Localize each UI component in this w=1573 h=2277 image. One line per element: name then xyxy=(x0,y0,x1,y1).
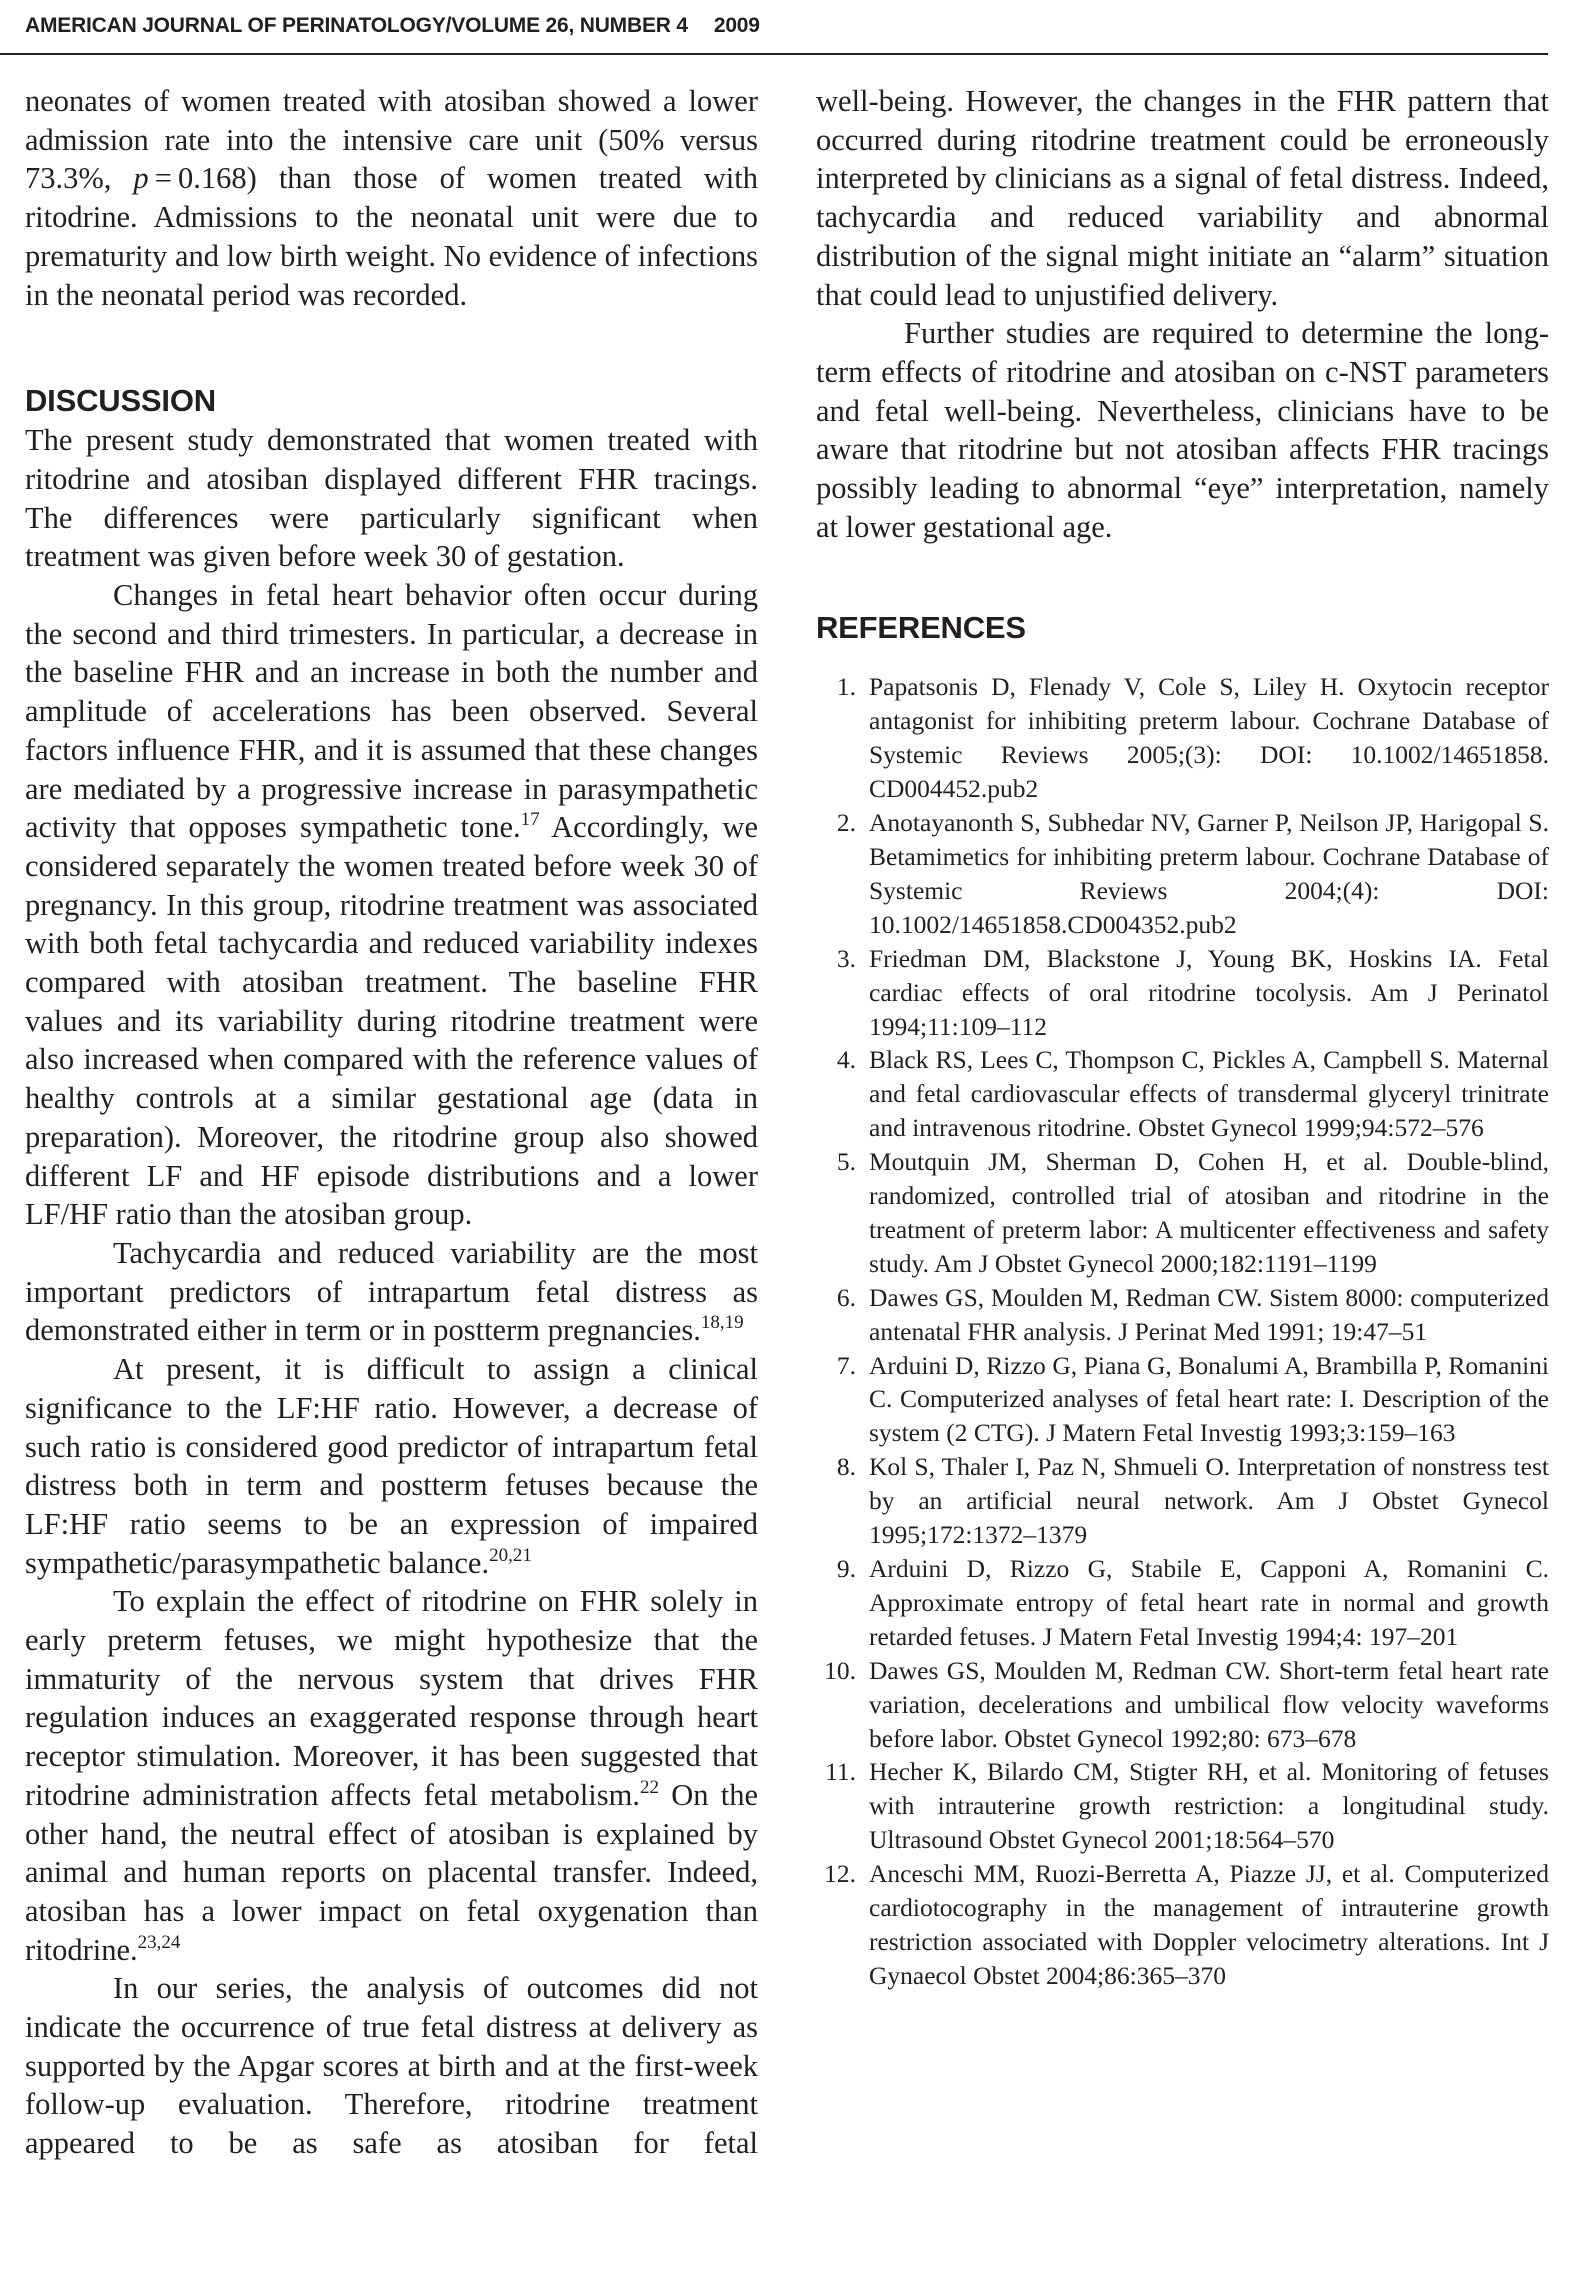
paragraph-text: The present study demonstrated that women treated with ritodrine and atosiban displayed different FHR tracings. The differences were particularly significant when treatment was given before week 30 of gestation. xyxy=(25,423,758,574)
paragraph-text: On the other hand, the neutral effect of atosiban is explained by animal and human reports on placental transfer. Indeed, atosiban has a lower impact on fetal oxygenation than ritodrine. xyxy=(25,1777,758,1967)
citation-superscript: 23,24 xyxy=(137,1931,181,1953)
reference-item xyxy=(816,806,1549,942)
reference-number: 1. xyxy=(836,672,856,702)
reference-number: 10. xyxy=(824,1655,856,1685)
paragraph-text: Tachycardia and reduced variability are the most important predictors of intrapartum fetal distress as demonstrated either in term or in postterm pregnancies. xyxy=(25,1235,758,1348)
discussion-paragraph xyxy=(25,1969,758,2163)
results-text-part1: neonates of women treated with atosiban showed a lower admission rate into the intensive care unit (50% versus 73.3%, xyxy=(25,84,758,196)
citation-superscript: 17 xyxy=(520,809,540,831)
reference-number: 2. xyxy=(836,808,856,838)
discussion-paragraph xyxy=(25,1582,758,1969)
reference-number: 9. xyxy=(836,1554,856,1583)
reference-text: Kol S, Thaler I, Paz N, Shmueli O. Interpretation of nonstress test by an artificial neural network. Am J Obstet Gynecol 1995;172:1372–1379 xyxy=(869,1452,1549,1550)
reference-item xyxy=(816,942,1549,1044)
reference-number: 4. xyxy=(836,1045,856,1075)
reference-number: 7. xyxy=(836,1350,856,1380)
citation-superscript: 20,21 xyxy=(489,1544,532,1566)
citation-superscript: 18,19 xyxy=(700,1312,744,1334)
left-column xyxy=(25,82,758,2163)
results-text-part2: = 0.168) than those of women treated with ritodrine. Admissions to the neonatal unit were due to prematurity and low birth weight. No evidence of infections in the neonatal period was recorded. xyxy=(25,161,758,312)
reference-item xyxy=(816,1043,1549,1145)
reference-text: Anceschi MM, Ruozi-Berretta A, Piazze JJ, et al. Computerized cardiotocography in the management of intrauterine growth restriction associated with Doppler velocimetry alterations. Int J Gynaecol Obstet 2004;86:365–370 xyxy=(869,1859,1549,1990)
discussion-paragraph xyxy=(816,82,1549,314)
reference-number: 6. xyxy=(836,1282,856,1312)
references-heading: REFERENCES xyxy=(816,610,1026,646)
discussion-paragraph xyxy=(816,314,1549,546)
journal-title: AMERICAN JOURNAL OF PERINATOLOGY/VOLUME 26, NUMBER 4 xyxy=(25,14,688,37)
reference-item xyxy=(816,1145,1549,1281)
journal-year: 2009 xyxy=(713,14,760,37)
discussion-paragraph xyxy=(25,1234,758,1350)
running-header xyxy=(25,14,1548,38)
p-value-symbol: p xyxy=(133,161,149,196)
paragraph-text: In our series, the analysis of outcomes did not indicate the occurrence of true fetal distress at delivery as supported by the Apgar scores at birth and at the first-week follow-up evaluation. Therefore, ritodrine treatment appeared to be as safe as atosiban for fetal xyxy=(25,1971,758,2161)
reference-item xyxy=(816,1755,1549,1857)
reference-list xyxy=(816,670,1549,1992)
reference-number: 8. xyxy=(836,1452,856,1482)
paragraph-text: Further studies are required to determine the long-term effects of ritodrine and atosiban on c-NST parameters and fetal well-being. Nevertheless, clinicians have to be aware that ritodrine but not atosiban affects FHR tracings possibly leading to abnormal “eye” interpretation, namely at lower gestational age. xyxy=(816,316,1549,544)
reference-item xyxy=(816,1552,1549,1654)
reference-item xyxy=(816,1281,1549,1349)
reference-item xyxy=(816,1857,1549,1993)
reference-number: 3. xyxy=(836,943,856,973)
reference-text: Moutquin JM, Sherman D, Cohen H, et al. Double-blind, randomized, controlled trial of atosiban and ritodrine in the treatment of preterm labor: A multicenter effectiveness and safety study. Am J Obstet Gynecol 2000;182:1191–1199 xyxy=(869,1147,1549,1278)
reference-text: Dawes GS, Moulden M, Redman CW. Sistem 8000: computerized antenatal FHR analysis. J Perinat Med 1991; 19:47–51 xyxy=(869,1282,1549,1346)
reference-text: Arduini D, Rizzo G, Stabile E, Capponi A, Romanini C. Approximate entropy of fetal heart rate in normal and growth retarded fetuses. J Matern Fetal Investig 1994;4: 197–201 xyxy=(869,1554,1549,1651)
paragraph-text: well-being. However, the changes in the FHR pattern that occurred during ritodrine treatment could be erroneously interpreted by clinicians as a signal of fetal distress. Indeed, tachycardia and reduced variability and abnormal distribution of the signal might initiate an “alarm” situation that could lead to unjustified delivery. xyxy=(816,84,1549,312)
reference-text: Black RS, Lees C, Thompson C, Pickles A, Campbell S. Maternal and fetal cardiovascular effects of transdermal glyceryl trinitrate and intravenous ritodrine. Obstet Gynecol 1999;94:572–576 xyxy=(869,1045,1549,1143)
reference-number: 5. xyxy=(836,1147,856,1177)
reference-item xyxy=(816,670,1549,806)
reference-text: Anotayanonth S, Subhedar NV, Garner P, Neilson JP, Harigopal S. Betamimetics for inhibiting preterm labour. Cochrane Database of Systemic Reviews 2004;(4): DOI: 10.1002/14651858.CD004352.pub2 xyxy=(869,808,1549,939)
discussion-heading: DISCUSSION xyxy=(25,383,216,419)
discussion-paragraph xyxy=(25,1350,758,1582)
reference-text: Arduini D, Rizzo G, Piana G, Bonalumi A, Brambilla P, Romanini C. Computerized analyses of fetal heart rate: I. Description of the system (2 CTG). J Matern Fetal Investig 1993;3:159–163 xyxy=(869,1350,1549,1448)
paragraph-text: To explain the effect of ritodrine on FHR solely in early preterm fetuses, we might hypothesize that the immaturity of the nervous system that drives FHR regulation induces an exaggerated response through heart receptor stimulation. Moreover, it has been suggested that ritodrine administration affects fetal metabolism. xyxy=(25,1584,758,1812)
reference-item xyxy=(816,1349,1549,1451)
reference-text: Hecher K, Bilardo CM, Stigter RH, et al. Monitoring of fetuses with intrauterine growth restriction: a longitudinal study. Ultrasound Obstet Gynecol 2001;18:564–570 xyxy=(869,1757,1549,1855)
citation-superscript: 22 xyxy=(639,1776,659,1798)
discussion-paragraph xyxy=(25,576,758,1234)
paragraph-text: At present, it is difficult to assign a clinical significance to the LF:HF ratio. However, a decrease of such ratio is considered good predictor of intrapartum fetal distress both in term and postterm fetuses because the LF:HF ratio seems to be an expression of impaired sympathetic/parasympathetic balance. xyxy=(25,1352,758,1580)
reference-text: Papatsonis D, Flenady V, Cole S, Liley H. Oxytocin receptor antagonist for inhibiting preterm labour. Cochrane Database of Systemic Reviews 2005;(3): DOI: 10.1002/14651858. CD004452.pub2 xyxy=(869,672,1549,804)
discussion-paragraph xyxy=(25,421,758,576)
right-column xyxy=(816,82,1549,1993)
reference-item xyxy=(816,1654,1549,1756)
reference-item xyxy=(816,1450,1549,1552)
paragraph-text: Accordingly, we considered separately the women treated before week 30 of pregnancy. In this group, ritodrine treatment was associated with both fetal tachycardia and reduced variability indexes compared with atosiban treatment. The baseline FHR values and its variability during ritodrine treatment were also increased when compared with the reference values of healthy controls at a similar gestational age (data in preparation). Moreover, the ritodrine group also showed different LF and HF episode distributions and a lower LF/HF ratio than the atosiban group. xyxy=(25,810,758,1232)
header-divider xyxy=(0,53,1548,55)
reference-text: Dawes GS, Moulden M, Redman CW. Short-term fetal heart rate variation, decelerations and umbilical flow velocity waveforms before labor. Obstet Gynecol 1992;80: 673–678 xyxy=(869,1655,1549,1753)
reference-number: 12. xyxy=(824,1859,856,1889)
reference-number: 11. xyxy=(825,1757,856,1787)
results-continuation xyxy=(25,82,758,314)
reference-text: Friedman DM, Blackstone J, Young BK, Hoskins IA. Fetal cardiac effects of oral ritodrine tocolysis. Am J Perinatol 1994;11:109–112 xyxy=(869,943,1549,1041)
paragraph-text: Changes in fetal heart behavior often occur during the second and third trimesters. In particular, a decrease in the baseline FHR and an increase in both the number and amplitude of accelerations has been observed. Several factors influence FHR, and it is assumed that these changes are mediated by a progressive increase in parasympathetic activity that opposes sympathetic tone. xyxy=(25,578,758,845)
